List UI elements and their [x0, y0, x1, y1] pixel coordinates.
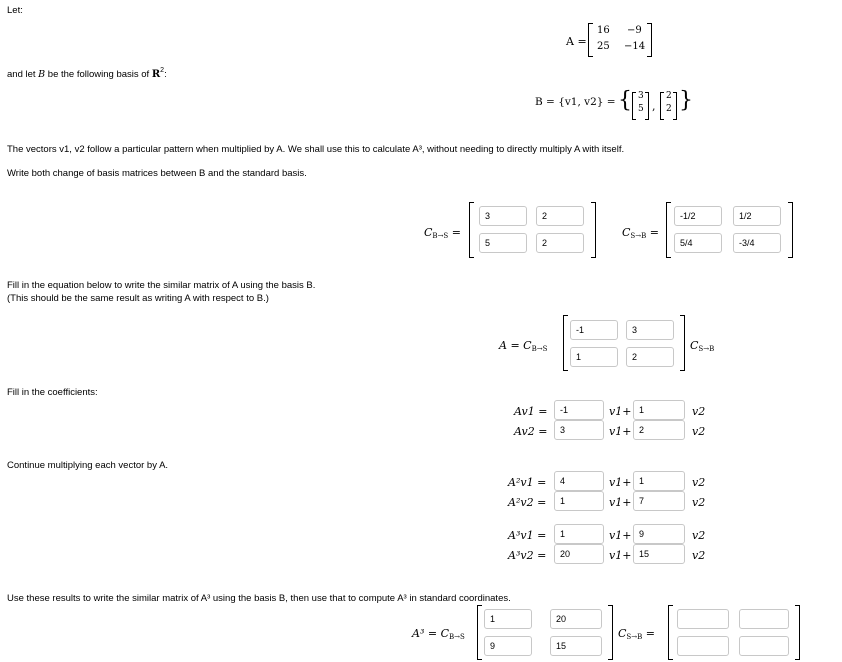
c-s-to-b-input[interactable]: 5/4 — [674, 233, 722, 253]
a2-row-lhs: A²v2 = — [508, 496, 547, 509]
c-b-to-s-letter: C — [424, 226, 433, 239]
pattern-text: The vectors v1, v2 follow a particular pattern when multiplied by A. We shall use this to calculate A³, without needing to directly multiply A with itself. — [7, 144, 625, 155]
basis-definition-label: B = {v1, v2} = — [535, 96, 616, 108]
final-result-input[interactable] — [677, 636, 729, 656]
final-result-input[interactable] — [677, 609, 729, 629]
final-result-input[interactable] — [739, 636, 789, 656]
similar-eq-rhs-subscript: S→B — [698, 345, 715, 353]
a2-v2-input[interactable]: 1 — [633, 471, 685, 491]
final-similar-input[interactable]: 1 — [484, 609, 532, 629]
c-b-to-s-equals: = — [451, 226, 461, 239]
final-similar-input[interactable]: 20 — [550, 609, 602, 629]
c-b-to-s-subscript: B→S — [432, 232, 449, 240]
v2-term: v2 — [692, 496, 706, 509]
basis-v1-entry: 3 — [638, 91, 644, 101]
c-b-to-s-left-bracket — [469, 202, 474, 258]
v2-term: v2 — [692, 405, 706, 418]
basis-intro — [7, 67, 167, 80]
change-basis-instruction: Write both change of basis matrices between B and the standard basis. — [7, 168, 307, 179]
c-s-to-b-input[interactable]: -3/4 — [733, 233, 781, 253]
final-similar-right-bracket — [608, 605, 613, 660]
v1-plus-term: v1+ — [609, 529, 632, 542]
similar-matrix-input[interactable]: 1 — [570, 347, 618, 367]
a3-row-lhs: A³v1 = — [508, 529, 547, 542]
c-b-to-s-input[interactable]: 5 — [479, 233, 527, 253]
final-eq-rhs-subscript: S→B — [626, 633, 643, 641]
coeff-row-lhs: Av2 = — [514, 425, 548, 438]
let-label: Let: — [7, 5, 23, 16]
v1-plus-term: v1+ — [609, 496, 632, 509]
v1-plus-term: v1+ — [609, 405, 632, 418]
real-space: R — [151, 69, 161, 80]
basis-intro-colon: : — [164, 69, 167, 80]
similar-eq-lhs-text: A = C — [499, 339, 532, 352]
final-similar-left-bracket — [477, 605, 482, 660]
basis-close-brace: } — [679, 88, 693, 113]
c-s-to-b-input[interactable]: 1/2 — [733, 206, 781, 226]
coeff-v2-input[interactable]: 1 — [633, 400, 685, 420]
a2-v1-input[interactable]: 4 — [554, 471, 604, 491]
v1-plus-term: v1+ — [609, 425, 632, 438]
similar-eq-lhs — [499, 339, 547, 353]
a3-v1-input[interactable]: 20 — [554, 544, 604, 564]
similar-matrix-input[interactable]: 3 — [626, 320, 674, 340]
matrix-a-cell: 16 — [597, 25, 610, 36]
matrix-a-left-bracket — [588, 23, 593, 57]
final-similar-input[interactable]: 15 — [550, 636, 602, 656]
basis-v2-entry: 2 — [666, 104, 672, 114]
final-eq-rhs-text: C — [618, 627, 627, 640]
c-s-to-b-equals: = — [649, 226, 659, 239]
a2-v2-input[interactable]: 7 — [633, 491, 685, 511]
matrix-a-cell: −9 — [627, 25, 642, 36]
similar-eq-rhs-text: C — [690, 339, 699, 352]
c-b-to-s-label — [424, 226, 461, 240]
final-similar-input[interactable]: 9 — [484, 636, 532, 656]
matrix-a-label: A = — [566, 35, 587, 48]
c-s-to-b-label — [622, 226, 659, 240]
v2-term: v2 — [692, 476, 706, 489]
a3-v1-input[interactable]: 1 — [554, 524, 604, 544]
final-result-input[interactable] — [739, 609, 789, 629]
a3-v2-input[interactable]: 15 — [633, 544, 685, 564]
a2-row-lhs: A²v1 = — [508, 476, 547, 489]
final-eq-lhs-subscript: B→S — [448, 633, 465, 641]
basis-v1-right-bracket — [645, 92, 649, 120]
v2-term: v2 — [692, 425, 706, 438]
similar-right-bracket — [680, 315, 685, 371]
a2-v1-input[interactable]: 1 — [554, 491, 604, 511]
v1-plus-term: v1+ — [609, 549, 632, 562]
coeff-v1-input[interactable]: 3 — [554, 420, 604, 440]
v1-plus-term: v1+ — [609, 476, 632, 489]
similar-instruction: Fill in the equation below to write the similar matrix of A using the basis B. — [7, 280, 316, 291]
final-eq-rhs — [618, 627, 655, 641]
basis-comma: , — [652, 100, 656, 113]
c-s-to-b-left-bracket — [666, 202, 671, 258]
basis-symbol: B — [38, 69, 46, 80]
basis-open-brace: { — [618, 88, 632, 113]
c-s-to-b-right-bracket — [788, 202, 793, 258]
matrix-a-cell: 25 — [597, 41, 610, 52]
a3-v2-input[interactable]: 9 — [633, 524, 685, 544]
basis-v2-right-bracket — [673, 92, 677, 120]
c-s-to-b-input[interactable]: -1/2 — [674, 206, 722, 226]
real-space-exponent: 2 — [160, 67, 165, 74]
similar-left-bracket — [563, 315, 568, 371]
coeff-v1-input[interactable]: -1 — [554, 400, 604, 420]
final-eq-lhs — [412, 627, 465, 641]
final-result-right-bracket — [795, 605, 800, 660]
c-s-to-b-letter: C — [622, 226, 631, 239]
coeff-v2-input[interactable]: 2 — [633, 420, 685, 440]
coeff-row-lhs: Av1 = — [514, 405, 548, 418]
v2-term: v2 — [692, 549, 706, 562]
similar-matrix-input[interactable]: -1 — [570, 320, 618, 340]
c-b-to-s-input[interactable]: 2 — [536, 233, 584, 253]
basis-v2-entry: 2 — [666, 91, 672, 101]
a3-row-lhs: A³v2 = — [508, 549, 547, 562]
similar-matrix-input[interactable]: 2 — [626, 347, 674, 367]
similar-note: (This should be the same result as writing A with respect to B.) — [7, 293, 269, 304]
final-eq-equals: = — [645, 627, 655, 640]
similar-eq-lhs-subscript: B→S — [531, 345, 548, 353]
final-result-left-bracket — [668, 605, 673, 660]
basis-v1-left-bracket — [632, 92, 636, 120]
coefficients-instruction: Fill in the coefficients: — [7, 387, 98, 398]
c-b-to-s-input[interactable]: 2 — [536, 206, 584, 226]
continue-instruction: Continue multiplying each vector by A. — [7, 460, 169, 471]
matrix-a-right-bracket — [647, 23, 652, 57]
basis-v2-left-bracket — [660, 92, 664, 120]
final-instruction: Use these results to write the similar matrix of A³ using the basis B, then use that to compute A³ in standard coordinates. — [7, 593, 511, 604]
final-eq-lhs-text: A³ = C — [412, 627, 449, 640]
basis-intro-prefix: and let — [7, 69, 36, 80]
similar-eq-rhs — [690, 339, 714, 353]
v2-term: v2 — [692, 529, 706, 542]
c-b-to-s-input[interactable]: 3 — [479, 206, 527, 226]
basis-intro-suffix: be the following basis of — [47, 69, 150, 80]
basis-v1-entry: 5 — [638, 104, 644, 114]
c-s-to-b-subscript: S→B — [630, 232, 647, 240]
matrix-a-cell: −14 — [624, 41, 646, 52]
c-b-to-s-right-bracket — [591, 202, 596, 258]
